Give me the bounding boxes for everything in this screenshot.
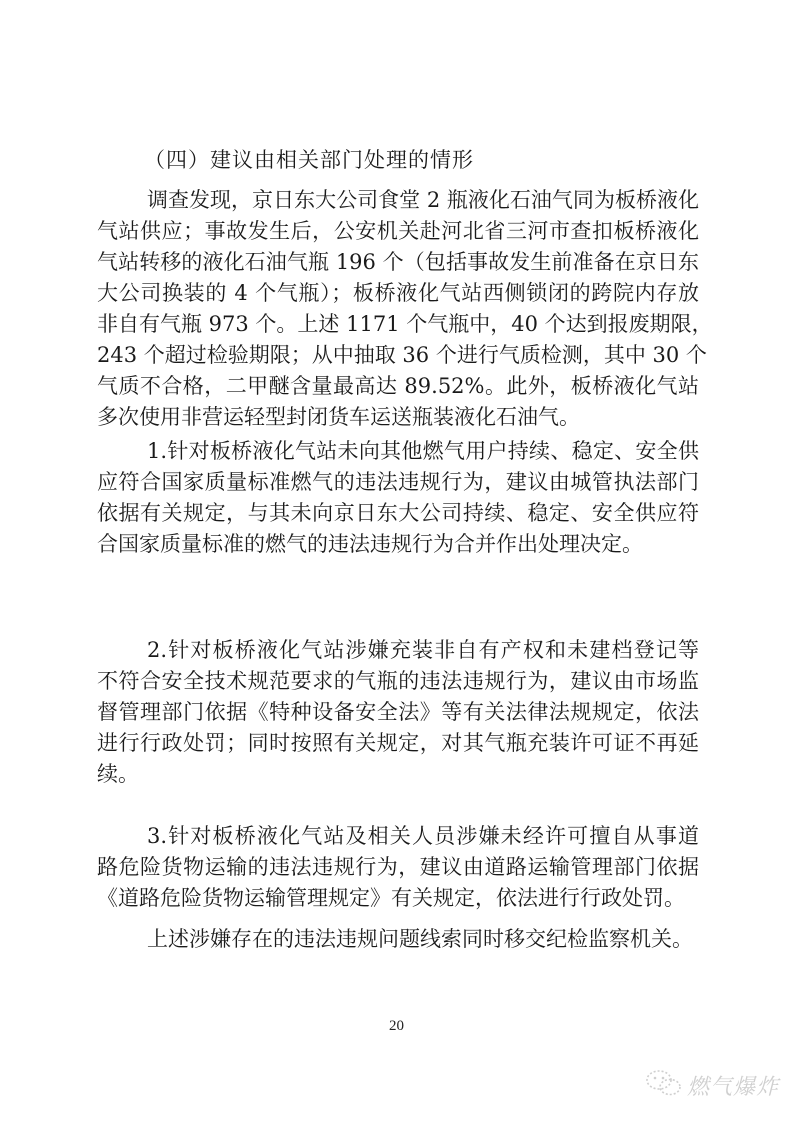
item-3-line-2: 路危险货物运输的违法违规行为，建议由道路运输管理部门依据: [97, 855, 699, 879]
closing-line: 上述涉嫌存在的违法违规问题线索同时移交纪检监察机关。: [147, 927, 693, 951]
paragraph-1-line-5: 非自有气瓶 973 个。上述 1171 个气瓶中，40 个达到报废期限，: [97, 312, 713, 336]
paragraph-1-line-2: 气站供应；事故发生后，公安机关赴河北省三河市查扣板桥液化: [97, 219, 699, 243]
page-number: 20: [389, 1018, 404, 1034]
paragraph-1-line-7: 气质不合格，二甲醚含量最高达 89.52%。此外，板桥液化气站: [97, 374, 699, 398]
item-1-line-1: 1.针对板桥液化气站未向其他燃气用户持续、稳定、安全供: [147, 439, 699, 463]
wechat-icon: [645, 1068, 683, 1102]
paragraph-1-line-6: 243 个超过检验期限；从中抽取 36 个进行气质检测，其中 30 个: [97, 343, 707, 367]
item-2-line-5: 续。: [97, 762, 139, 786]
item-3-line-1: 3.针对板桥液化气站及相关人员涉嫌未经许可擅自从事道: [147, 824, 699, 848]
item-1-line-3: 依据有关规定，与其未向京日东大公司持续、稳定、安全供应符: [97, 501, 699, 525]
paragraph-1-line-3: 气站转移的液化石油气瓶 196 个（包括事故发生前准备在京日东: [97, 250, 699, 274]
paragraph-1-line-4: 大公司换装的 4 个气瓶）；板桥液化气站西侧锁闭的跨院内存放: [97, 281, 699, 305]
paragraph-1-line-8: 多次使用非营运轻型封闭货车运送瓶装液化石油气。: [97, 405, 580, 429]
item-2-line-3: 督管理部门依据《特种设备安全法》等有关法律法规规定，依法: [97, 700, 699, 724]
item-2-line-1: 2.针对板桥液化气站涉嫌充装非自有产权和未建档登记等: [147, 638, 699, 662]
item-2-line-4: 进行行政处罚；同时按照有关规定，对其气瓶充装许可证不再延: [97, 731, 699, 755]
item-3-line-3: 《道路危险货物运输管理规定》有关规定，依法进行行政处罚。: [97, 886, 685, 910]
item-1-line-2: 应符合国家质量标准燃气的违法违规行为，建议由城管执法部门: [97, 470, 699, 494]
watermark-text: 燃气爆炸: [687, 1074, 780, 1100]
item-1-line-4: 合国家质量标准的燃气的违法违规行为合并作出处理决定。: [97, 532, 643, 556]
item-2-line-2: 不符合安全技术规范要求的气瓶的违法违规行为，建议由市场监: [97, 669, 699, 693]
watermark: [645, 1068, 779, 1102]
section-heading: （四）建议由相关部门处理的情形: [144, 148, 474, 172]
paragraph-1-line-1: 调查发现，京日东大公司食堂 2 瓶液化石油气同为板桥液化: [147, 188, 699, 212]
